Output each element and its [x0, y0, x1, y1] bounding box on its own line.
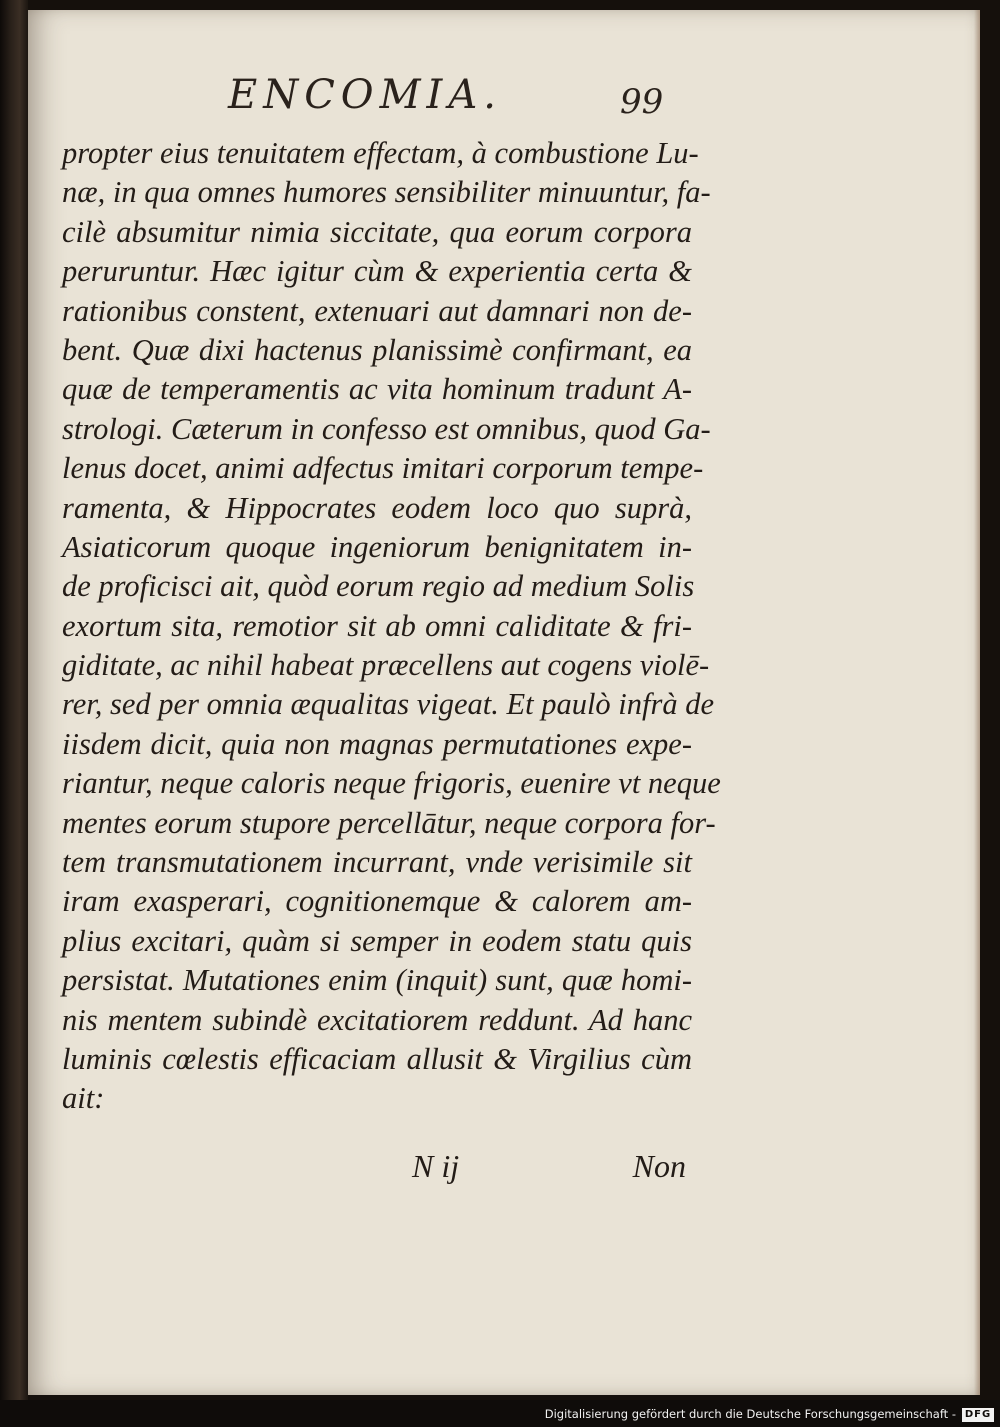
text-line: luminis cœlestis efficaciam allusit & Virgilius cùm: [62, 1041, 692, 1076]
text-line: bent. Quæ dixi hactenus planissimè confirmant, ea: [62, 332, 692, 367]
text-line: iisdem dicit, quia non magnas permutationes expe-: [62, 726, 692, 761]
book-page: [28, 10, 980, 1395]
text-line: ramenta, & Hippocrates eodem loco quo suprà,: [62, 490, 692, 525]
text-line: giditate, ac nihil habeat præcellens aut cogens violē-: [62, 648, 710, 683]
body-text: [62, 134, 721, 1119]
text-line: iram exasperari, cognitionemque & calorem am-: [62, 884, 692, 919]
page-footer-marks: [62, 1148, 692, 1188]
text-line: riantur, neque caloris neque frigoris, euenire vt neque: [62, 766, 721, 801]
text-line: lenus docet, animi adfectus imitari corporum tempe-: [62, 451, 704, 486]
text-line: quæ de temperamentis ac vita hominum tradunt A-: [62, 372, 692, 407]
text-line: cilè absumitur nimia siccitate, qua eorum corpora: [62, 214, 692, 249]
signature-mark: N ij: [412, 1148, 460, 1184]
text-line: peruruntur. Hæc igitur cùm & experientia certa &: [62, 254, 692, 289]
catchword: Non: [632, 1148, 686, 1184]
text-line: Asiaticorum quoque ingeniorum benignitatem in-: [62, 529, 692, 564]
running-head: ENCOMIA.: [228, 72, 502, 118]
text-line: rer, sed per omnia æqualitas vigeat. Et paulò infrà de: [62, 687, 715, 722]
text-line: plius excitari, quàm si semper in eodem statu quis: [62, 923, 692, 958]
page-edge: [974, 10, 980, 1395]
text-line: mentes eorum stupore percellātur, neque corpora for-: [62, 805, 716, 840]
digitization-footer: [0, 1400, 1000, 1427]
text-line: persistat. Mutationes enim (inquit) sunt, quæ homi-: [62, 963, 692, 998]
text-line: de proficisci ait, quòd eorum regio ad medium Solis: [62, 569, 695, 604]
page-number: 99: [620, 82, 664, 122]
funding-notice: Digitalisierung gefördert durch die Deutsche Forschungsgemeinschaft -: [544, 1407, 956, 1421]
text-line: strologi. Cæterum in confesso est omnibus, quod Ga-: [62, 411, 711, 446]
text-line: exortum sita, remotior sit ab omni caliditate & fri-: [62, 608, 692, 643]
text-line: propter eius tenuitatem effectam, à combustione Lu-: [62, 136, 699, 170]
book-binding: [0, 0, 28, 1400]
text-line: ait:: [62, 1081, 105, 1116]
dfg-logo: DFG: [962, 1408, 994, 1422]
text-line: nis mentem subindè excitatiorem reddunt. Ad hanc: [62, 1002, 692, 1037]
text-line: næ, in qua omnes humores sensibiliter minuuntur, fa-: [62, 175, 711, 210]
text-line: rationibus constent, extenuari aut damnari non de-: [62, 293, 692, 328]
text-line: tem transmutationem incurrant, vnde verisimile sit: [62, 845, 692, 880]
